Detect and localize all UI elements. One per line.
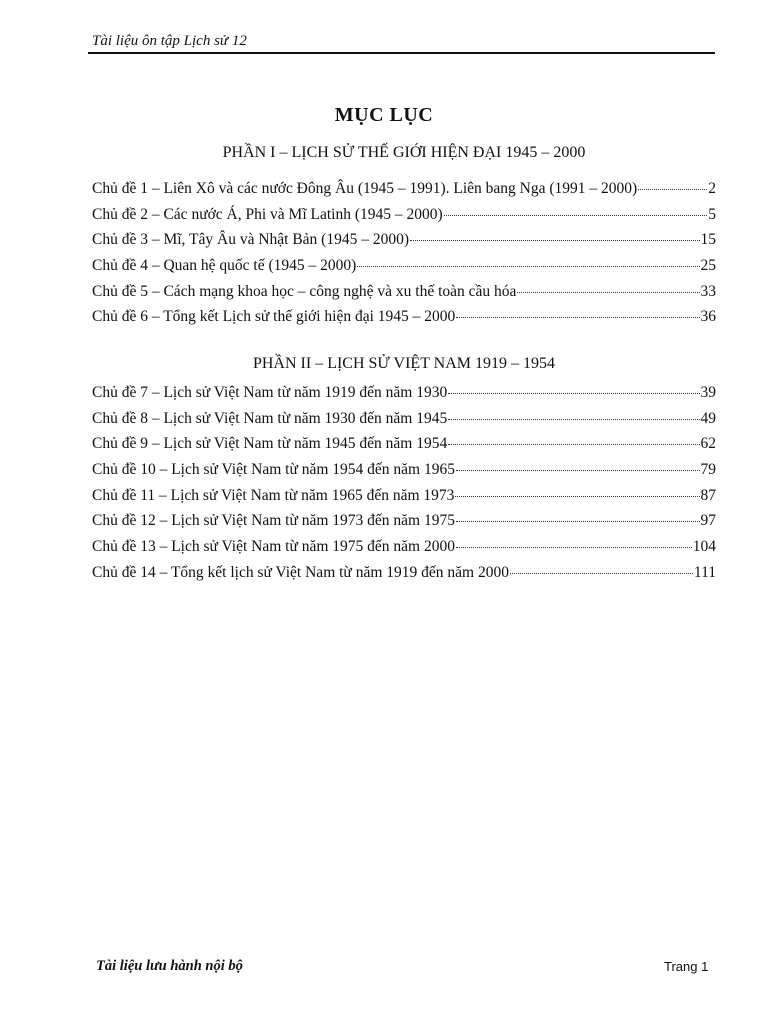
toc-entry-label: Chủ đề 3 – Mĩ, Tây Âu và Nhật Bản (1945 – 2000)	[92, 231, 409, 249]
toc-entry-label: Chủ đề 4 – Quan hệ quốc tế (1945 – 2000)	[92, 257, 357, 275]
running-header: Tài liệu ôn tập Lịch sử 12	[92, 33, 247, 49]
toc-entry[interactable]	[92, 560, 716, 586]
dot-leader	[456, 521, 700, 522]
toc-entry-page: 15	[700, 231, 716, 249]
toc-entry-page: 79	[700, 461, 716, 479]
toc-entry[interactable]	[92, 406, 716, 432]
dot-leader	[448, 444, 699, 445]
toc-entry-label: Chủ đề 11 – Lịch sử Việt Nam từ năm 1965 đến năm 1973	[92, 486, 455, 504]
toc-entry-page: 49	[700, 409, 716, 427]
toc-entry-label: Chủ đề 9 – Lịch sử Việt Nam từ năm 1945 đến năm 1954	[92, 435, 448, 453]
toc-entry-page: 25	[700, 257, 716, 275]
toc-entry[interactable]	[92, 253, 716, 279]
toc-entry-page: 97	[700, 512, 716, 530]
toc-entry-label: Chủ đề 10 – Lịch sử Việt Nam từ năm 1954 đến năm 1965	[92, 461, 455, 479]
dot-leader	[448, 393, 699, 394]
part-2-title: PHẦN II – LỊCH SỬ VIỆT NAM 1919 – 1954	[252, 355, 556, 372]
dot-leader	[456, 470, 700, 471]
toc-entry[interactable]	[92, 279, 716, 305]
dot-leader	[456, 317, 699, 318]
toc-entry-label: Chủ đề 1 – Liên Xô và các nước Đông Âu (1945 – 1991). Liên bang Nga (1991 – 2000)	[92, 180, 638, 197]
toc-entry-label: Chủ đề 13 – Lịch sử Việt Nam từ năm 1975 đến năm 2000	[92, 538, 455, 556]
page-number: Trang 1	[664, 959, 709, 974]
toc-entry-label: Chủ đề 14 – Tổng kết lịch sử Việt Nam từ năm 1919 đến năm 2000	[92, 563, 509, 581]
dot-leader	[357, 266, 699, 267]
header-divider	[88, 52, 715, 54]
toc-list-part-1	[92, 176, 716, 330]
toc-entry-page: 104	[692, 538, 716, 556]
toc-entry[interactable]	[92, 380, 716, 406]
toc-entry-label: Chủ đề 8 – Lịch sử Việt Nam từ năm 1930 đến năm 1945	[92, 409, 448, 427]
dot-leader	[410, 240, 700, 241]
toc-entry-page: 87	[700, 486, 716, 504]
dot-leader	[510, 573, 693, 574]
toc-entry[interactable]	[92, 457, 716, 483]
toc-entry[interactable]	[92, 483, 716, 509]
toc-entry[interactable]	[92, 227, 716, 253]
toc-entry[interactable]	[92, 304, 716, 330]
toc-entry-page: 36	[700, 308, 716, 326]
dot-leader	[517, 292, 699, 293]
toc-entry-label: Chủ đề 7 – Lịch sử Việt Nam từ năm 1919 đến năm 1930	[92, 384, 448, 401]
toc-entry-page: 62	[700, 435, 716, 453]
toc-entry-page: 33	[700, 282, 716, 300]
dot-leader	[638, 189, 707, 190]
toc-entry-label: Chủ đề 2 – Các nước Á, Phi và Mĩ Latinh (1945 – 2000)	[92, 205, 443, 223]
toc-entry[interactable]	[92, 202, 716, 228]
toc-entry-page: 39	[700, 384, 716, 401]
dot-leader	[448, 419, 699, 420]
toc-entry-page: 5	[708, 205, 716, 223]
toc-entry-label: Chủ đề 6 – Tổng kết Lịch sử thế giới hiện đại 1945 – 2000	[92, 308, 456, 326]
toc-entry-label: Chủ đề 5 – Cách mạng khoa học – công nghệ và xu thế toàn cầu hóa	[92, 282, 517, 300]
toc-entry-label: Chủ đề 12 – Lịch sử Việt Nam từ năm 1973 đến năm 1975	[92, 512, 455, 530]
toc-list-part-2	[92, 380, 716, 586]
dot-leader	[456, 547, 692, 548]
toc-entry-page: 111	[693, 563, 716, 581]
part-1-title: PHẦN I – LỊCH SỬ THẾ GIỚI HIỆN ĐẠI 1945 – 2000	[222, 144, 586, 161]
toc-entry[interactable]	[92, 176, 716, 202]
toc-title: MỤC LỤC	[334, 104, 434, 126]
dot-leader	[444, 215, 708, 216]
toc-entry[interactable]	[92, 508, 716, 534]
toc-entry-page: 2	[708, 180, 716, 197]
toc-entry[interactable]	[92, 534, 716, 560]
toc-entry[interactable]	[92, 431, 716, 457]
footer-note: Tài liệu lưu hành nội bộ	[96, 958, 243, 974]
dot-leader	[455, 496, 699, 497]
